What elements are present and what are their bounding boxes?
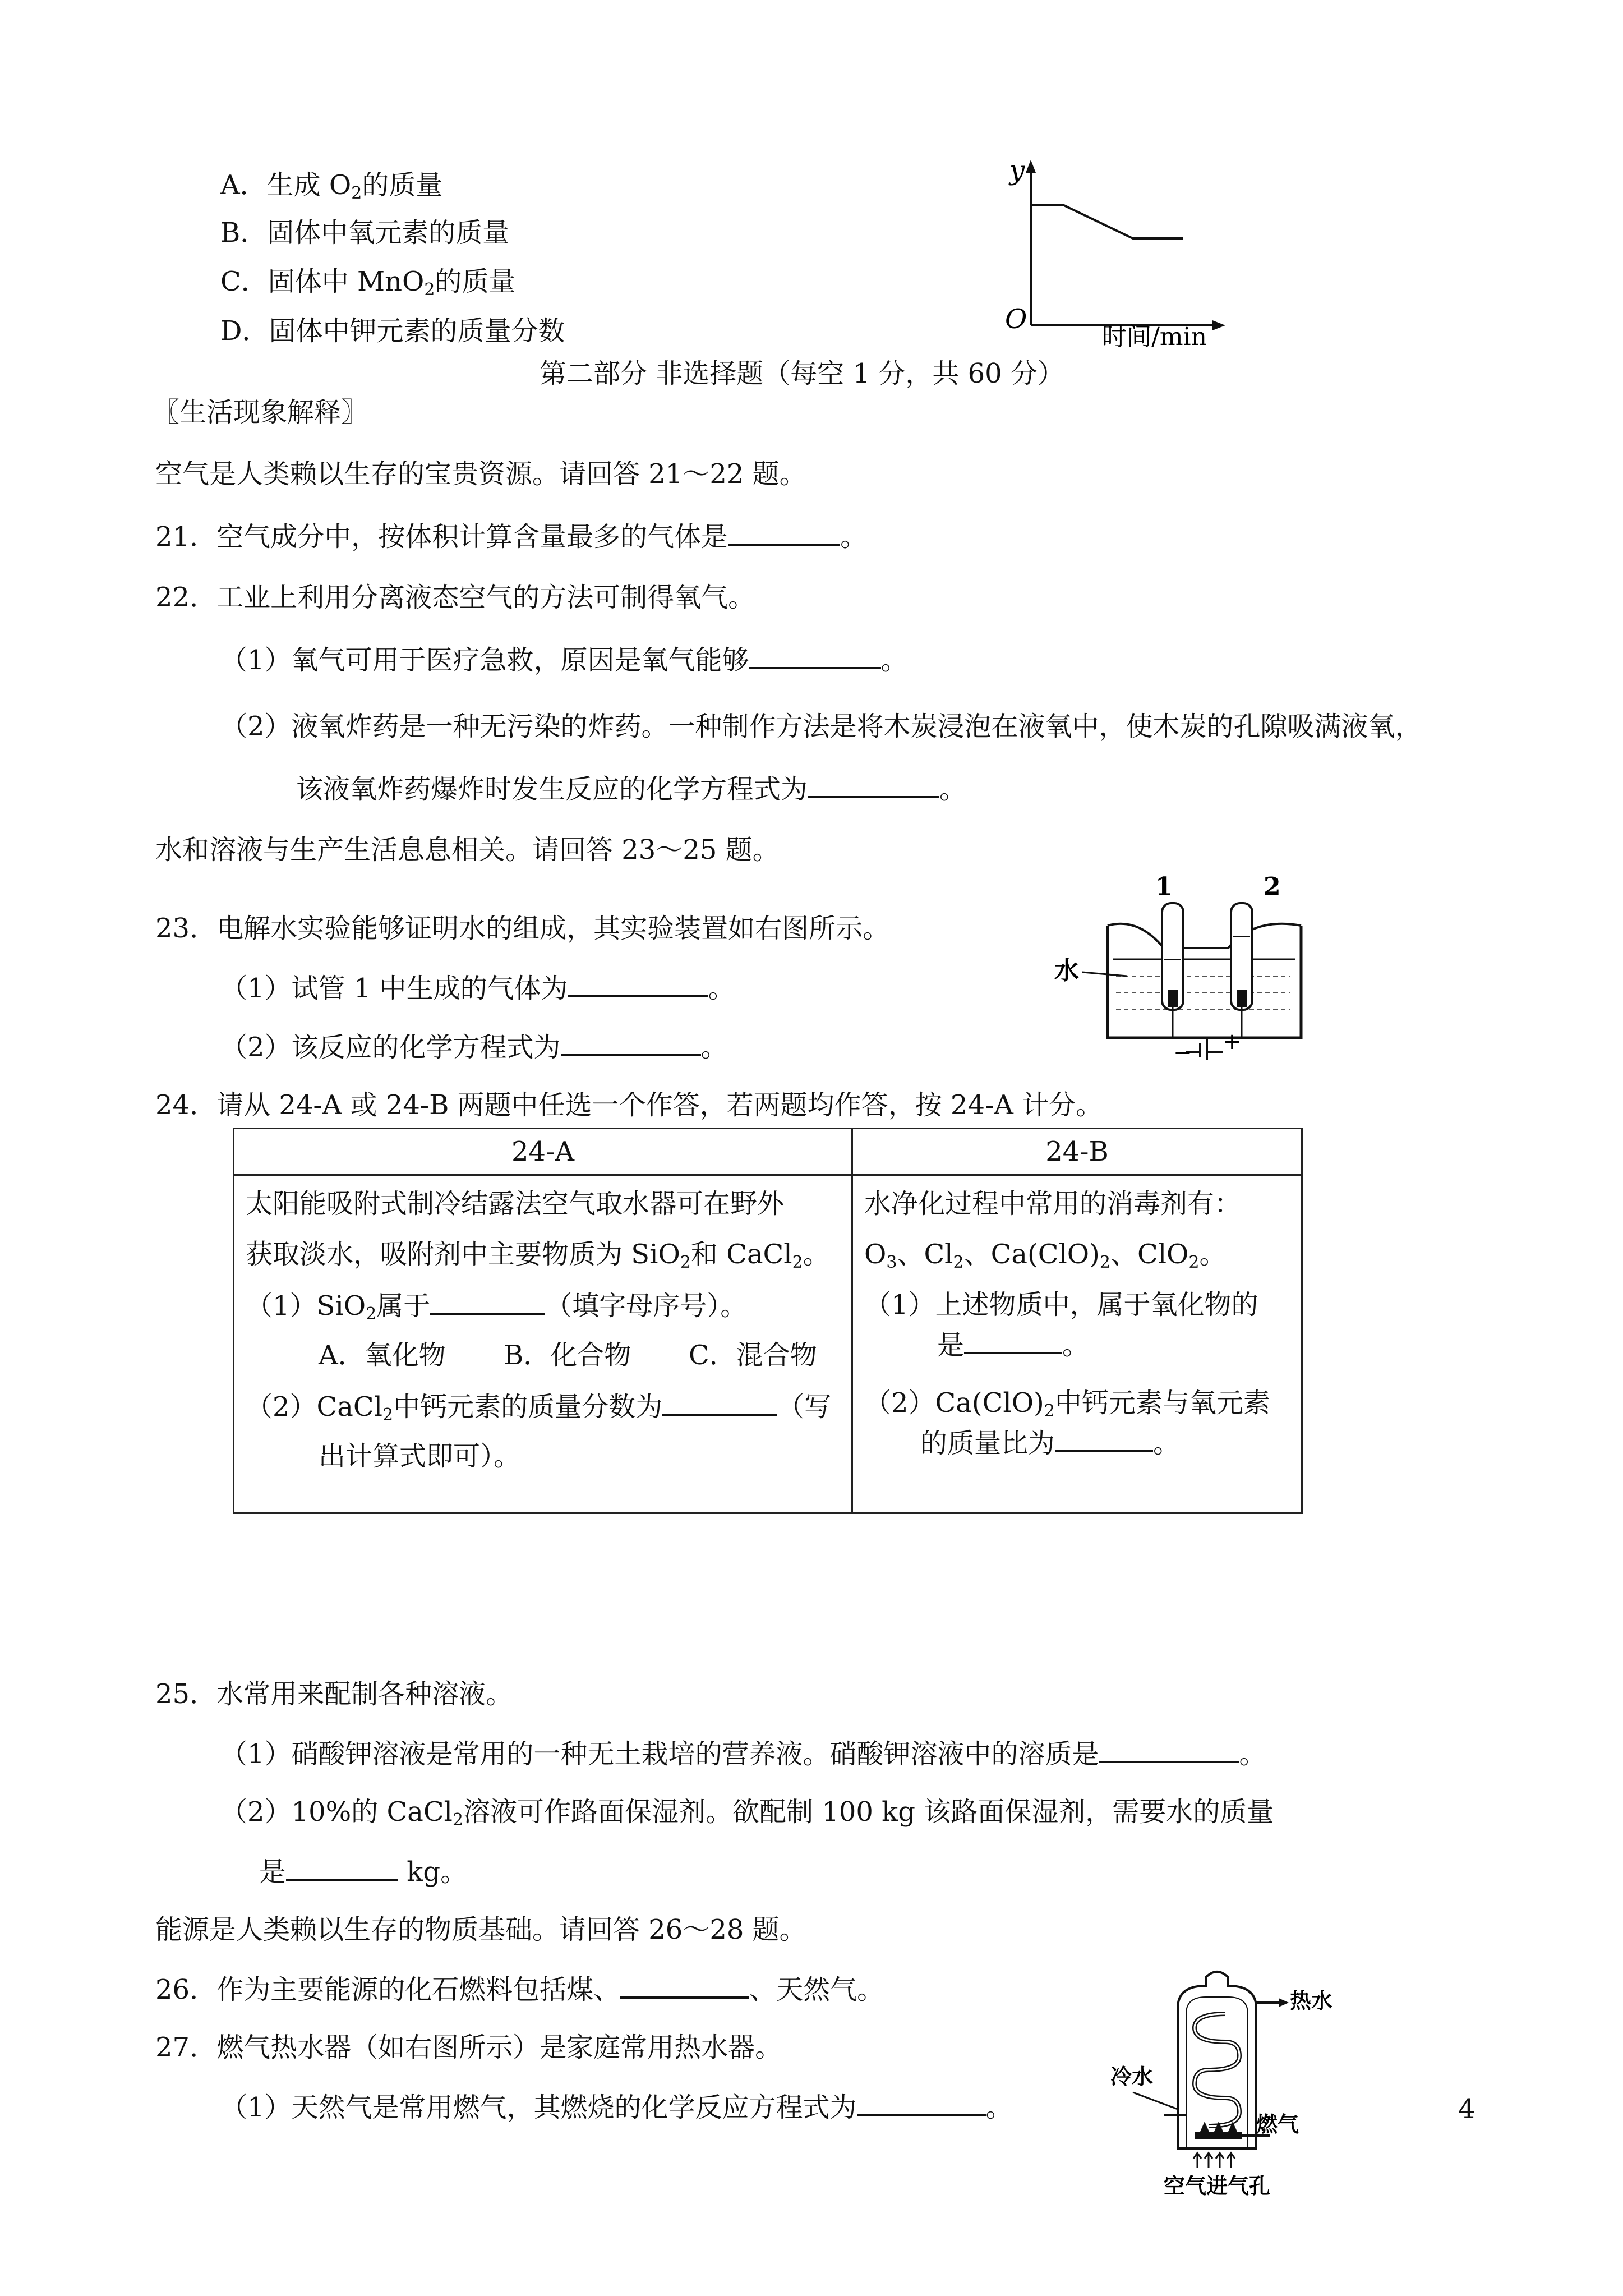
q20-option-a: A．生成 $O_2$的质量 xyxy=(220,169,443,203)
cold-water-pointer xyxy=(1133,2092,1178,2109)
q24-b-part1: （1）上述物质中，属于氧化物的 xyxy=(864,1289,1258,1320)
q24-b-cell xyxy=(852,1175,1302,1513)
q24-a-option-b: B．化合物 xyxy=(504,1340,631,1371)
water-pointer xyxy=(1082,972,1127,976)
q20-option-d: D．固体中钾元素的质量分数 xyxy=(220,315,565,347)
q27: 27．燃气热水器（如右图所示）是家庭常用热水器。 xyxy=(155,2032,782,2063)
q24-b-p2-answer-blank[interactable] xyxy=(1055,1425,1153,1452)
q21-answer-blank[interactable] xyxy=(728,519,840,546)
q24-b-part2: $(2)Ca(ClO)_2$中钙元素与氧元素 xyxy=(864,1387,1270,1421)
q22-part2-line1: （2）液氧炸药是一种无污染的炸药。一种制作方法是将木炭浸泡在液氧中，使木炭的孔隙吸满液氧， xyxy=(220,711,1422,742)
q26: 26．作为主要能源的化石燃料包括煤、 、天然气。 xyxy=(155,1972,884,2007)
q23-part1: （1）试管 1 中生成的气体为 。 xyxy=(220,970,735,1005)
q24-b-header-cell xyxy=(852,1129,1302,1175)
q24: 24．请从 24-A 或 24-B 两题中任选一个作答，若两题均作答，按 24-A 计分。 xyxy=(155,1089,1103,1121)
tube-2-label: 2 xyxy=(1264,872,1281,901)
q24-a-part2: （2）CaCl$_2$中钙元素的质量分数为 （写 xyxy=(246,1389,831,1424)
q24-a-part1: （1）SiO$_2$属于 （填字母序号）。 xyxy=(246,1288,747,1323)
q23-part2: （2）该反应的化学方程式为 。 xyxy=(220,1029,728,1064)
q24-a-line1: 太阳能吸附式制冷结露法空气取水器可在野外 xyxy=(246,1188,785,1220)
section-life: 〖生活现象解释〗 xyxy=(153,397,368,428)
water-heater-figure xyxy=(1110,1963,1346,2199)
q22-p2-answer-blank[interactable] xyxy=(808,771,939,798)
q22-p1-answer-blank[interactable] xyxy=(749,642,881,669)
page-number: 4 xyxy=(1458,2093,1476,2125)
graph-curve xyxy=(1031,205,1183,238)
q24-a-option-c: C．混合物 xyxy=(689,1340,817,1371)
q22: 22．工业上利用分离液态空气的方法可制得氧气。 xyxy=(155,582,755,613)
q25-part2-line2: 是 kg。 xyxy=(259,1854,467,1889)
q20-option-c: C．固体中 MnO$_2$的质量 xyxy=(220,266,516,300)
q24-a-option-a: A．氧化物 xyxy=(319,1340,446,1371)
q24-b-line1: 水净化过程中常用的消毒剂有： xyxy=(864,1188,1242,1220)
y-axis-label: y xyxy=(1009,155,1025,186)
q25-p2-answer-blank[interactable] xyxy=(286,1854,398,1881)
q24-b-line2: $O_3$、$Cl_2$、$Ca(ClO)_2$、ClO$_2$。 xyxy=(864,1239,1227,1272)
cold-water-label: 冷水 xyxy=(1110,2064,1154,2089)
q23-p1-answer-blank[interactable] xyxy=(568,970,708,997)
x-axis-label: 时间/min xyxy=(1102,323,1207,351)
q25-part2: （2）10%的 CaCl$_2$溶液可作路面保湿剂。欲配制 100 kg 该路面保湿剂，需要水的质量 xyxy=(220,1796,1274,1830)
q24-a-cell xyxy=(234,1175,852,1513)
q25-part1: （1）硝酸钾溶液是常用的一种无土栽培的营养液。硝酸钾溶液中的溶质是 。 xyxy=(220,1736,1266,1771)
q24-table xyxy=(233,1128,1303,1514)
electrode-1 xyxy=(1168,990,1178,1007)
battery-negative: − xyxy=(1173,1040,1192,1060)
gas-label: 燃气 xyxy=(1256,2111,1299,2137)
q26-answer-blank[interactable] xyxy=(620,1972,749,1999)
q24-b-part1-line2: 是 。 xyxy=(937,1327,1089,1362)
intro-water: 水和溶液与生产生活息息相关。请回答 23～25 题。 xyxy=(155,834,780,866)
air-inlet-label: 空气进气孔 xyxy=(1164,2173,1271,2198)
q24-b-header: 24-B xyxy=(1045,1136,1109,1167)
q24-a-line2: 获取淡水，吸附剂中主要物质为 SiO$_2$和 CaCl$_2$。 xyxy=(246,1239,830,1272)
heater-body xyxy=(1178,1972,1256,2148)
part2-title: 第二部分 非选择题（每空 1 分，共 60 分） xyxy=(540,358,1064,389)
trough xyxy=(1108,926,1301,1038)
hot-water-label: 热水 xyxy=(1290,1988,1333,2013)
origin-label: O xyxy=(1005,303,1027,335)
q23: 23．电解水实验能够证明水的组成，其实验装置如右图所示。 xyxy=(155,913,890,944)
q27-p1-answer-blank[interactable] xyxy=(857,2090,986,2116)
q24-a-part2-line2: 出计算式即可）。 xyxy=(319,1441,521,1472)
q24-b-part2-line2: 的质量比为 。 xyxy=(920,1425,1180,1460)
q23-p2-answer-blank[interactable] xyxy=(561,1029,701,1056)
q27-part1: （1）天然气是常用燃气，其燃烧的化学反应方程式为 。 xyxy=(220,2090,1013,2124)
q20-option-b: B．固体中氧元素的质量 xyxy=(220,217,510,249)
q22-part2-line2: 该液氧炸药爆炸时发生反应的化学方程式为 。 xyxy=(296,771,966,806)
trough-rim xyxy=(1108,924,1301,948)
q22-part1: （1）氧气可用于医疗急救，原因是氧气能够 。 xyxy=(220,642,908,677)
q21: 21．空气成分中，按体积计算含量最多的气体是 。 xyxy=(155,519,867,554)
electrode-2 xyxy=(1237,990,1247,1007)
intro-energy: 能源是人类赖以生存的物质基础。请回答 26～28 题。 xyxy=(155,1914,806,1945)
water-label: 水 xyxy=(1054,956,1079,985)
q25-p1-answer-blank[interactable] xyxy=(1099,1736,1239,1763)
intro-air: 空气是人类赖以生存的宝贵资源。请回答 21～22 题。 xyxy=(155,458,806,490)
battery-positive: + xyxy=(1223,1029,1242,1055)
air-inlet-arrows xyxy=(1197,2154,1231,2168)
q24-a-header: 24-A xyxy=(511,1136,574,1167)
q24-a-p1-answer-blank[interactable] xyxy=(430,1288,545,1315)
q25: 25．水常用来配制各种溶液。 xyxy=(155,1678,513,1710)
q24-a-p2-answer-blank[interactable] xyxy=(662,1389,777,1416)
tube-1-label: 1 xyxy=(1155,872,1173,901)
y-axis-arrow xyxy=(1026,160,1036,173)
burner xyxy=(1195,2132,1242,2139)
q24-b-p1-answer-blank[interactable] xyxy=(964,1327,1062,1354)
q24-a-header-cell xyxy=(234,1129,852,1175)
q20-graph xyxy=(948,146,1239,353)
x-axis-arrow xyxy=(1212,320,1225,330)
electrolysis-figure xyxy=(1043,864,1324,1060)
